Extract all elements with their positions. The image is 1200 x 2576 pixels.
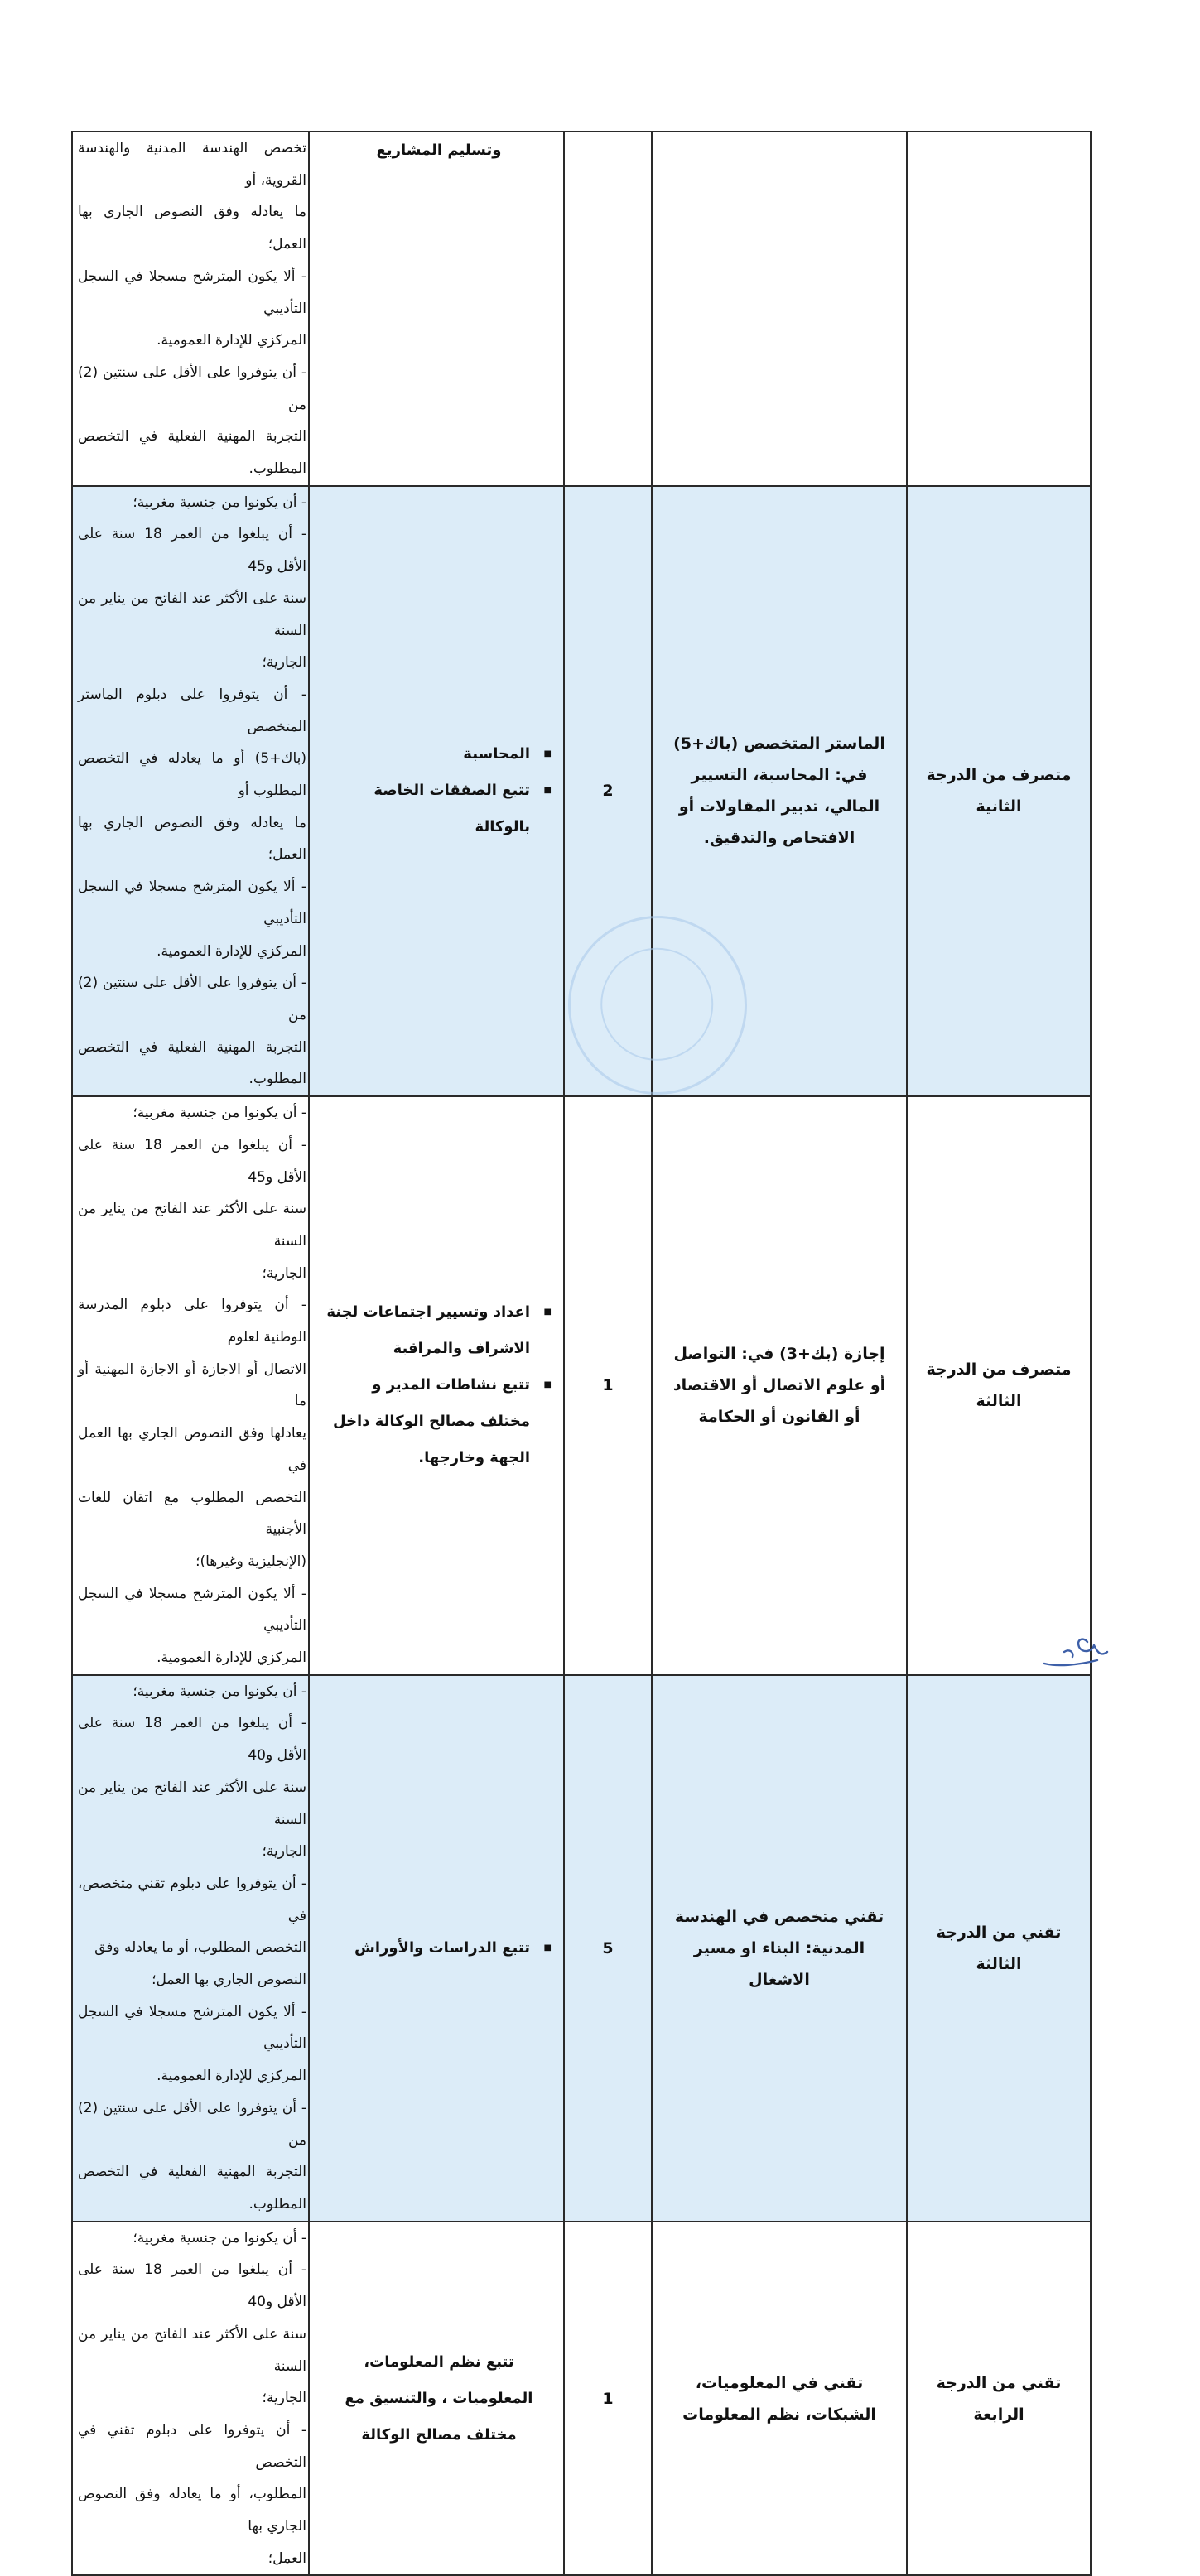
condition-line: التجربة المهنية الفعلية في التخصص المطلوب.	[78, 1038, 306, 1088]
count-cell: 1	[564, 2222, 652, 2576]
condition-line: تخصص الهندسة المدنية والهندسة القروية، أو	[78, 140, 306, 189]
table-row	[72, 1675, 1091, 2222]
tasks-list	[326, 1930, 552, 1967]
condition-line: - أن يكونوا من جنسية مغربية؛	[133, 1105, 306, 1122]
signature	[1039, 1627, 1114, 1677]
condition-line: - أن يتوفروا على دبلوم الماستر المتخصص	[78, 686, 306, 735]
recruitment-table	[71, 131, 1092, 2576]
condition-line: - أن يبلغوا من العمر 18 سنة على الأقل و45	[78, 526, 306, 575]
conditions-cell	[72, 486, 309, 1096]
condition-line: التخصص المطلوب مع اتقان للغات الأجنبية	[78, 1489, 306, 1538]
qualification-cell	[652, 132, 907, 486]
condition-line: - أن يتوفروا على الأقل على سنتين (2) من	[78, 364, 306, 413]
condition-line: سنة على الأكثر عند الفاتح من يناير من السنة	[78, 2325, 306, 2375]
conditions-cell	[72, 2222, 309, 2576]
condition-line: المطلوب، أو ما يعادله وفق النصوص الجاري بها	[78, 2486, 306, 2535]
condition-line: الجارية؛	[262, 654, 306, 672]
tasks-list	[326, 1294, 552, 1476]
count-cell: 2	[564, 486, 652, 1096]
count-cell	[564, 132, 652, 486]
condition-line: - أن يتوفروا على الأقل على سنتين (2) من	[78, 2099, 306, 2149]
qualification-cell: تقني في المعلوميات، الشبكات، نظم المعلومات	[652, 2222, 907, 2576]
qualification-cell: الماستر المتخصص (باك+5) في: المحاسبة، التسيير المالي، تدبير المقاولات أو الافتحاص والتدقيق.	[652, 486, 907, 1096]
rank-cell: متصرف من الدرجة الثانية	[907, 486, 1091, 1096]
rank-cell: تقني من الدرجة الثالثة	[907, 1675, 1091, 2222]
condition-line: - أن يكونوا من جنسية مغربية؛	[133, 1683, 306, 1700]
conditions-cell	[72, 1096, 309, 1675]
condition-line: الجارية؛	[262, 1264, 306, 1282]
condition-line: التجربة المهنية الفعلية في التخصص المطلوب.	[78, 428, 306, 478]
tasks-list	[326, 736, 552, 845]
condition-line: التجربة المهنية الفعلية في التخصص المطلوب.	[78, 2164, 306, 2212]
condition-line: - أن يتوفروا على دبلوم تقني في التخصص	[78, 2421, 306, 2471]
condition-line: المركزي للإدارة العمومية.	[157, 332, 306, 349]
rank-cell: متصرف من الدرجة الثالثة	[907, 1096, 1091, 1675]
condition-line: سنة على الأكثر عند الفاتح من يناير من السنة	[78, 1779, 306, 1828]
qualification-cell: تقني متخصص في الهندسة المدنية: البناء او مسير الاشغال	[652, 1675, 907, 2222]
condition-line: - أن يتوفروا على الأقل على سنتين (2) من	[78, 975, 306, 1023]
condition-line: الجارية؛	[262, 1843, 306, 1861]
condition-line: - أن يتوفروا على دبلوم المدرسة الوطنية لعلوم	[78, 1297, 306, 1346]
task-text: تتبع نظم المعلومات، المعلوميات ، والتنسيق مع مختلف مصالح الوكالة	[345, 2352, 533, 2444]
rank-cell	[907, 132, 1091, 486]
condition-line: - ألا يكون المترشح مسجلا في السجل التأديبي	[78, 267, 306, 317]
condition-line: سنة على الأكثر عند الفاتح من يناير من السنة	[78, 1201, 306, 1249]
rank-cell: تقني من الدرجة الرابعة	[907, 2222, 1091, 2576]
conditions-cell	[72, 132, 309, 486]
condition-line: - أن يكونوا من جنسية مغربية؛	[133, 494, 306, 511]
condition-line: ما يعادله وفق النصوص الجاري بها العمل؛	[78, 814, 306, 864]
qualification-cell: إجازة (بك+3) في: التواصل أو علوم الاتصال أو الاقتصاد أو القانون أو الحكامة	[652, 1096, 907, 1675]
condition-line: (الإنجليزية وغيرها)؛	[195, 1553, 306, 1570]
condition-line: (باك+5) أو ما يعادله في التخصص المطلوب أو	[78, 750, 306, 800]
condition-line: - ألا يكون المترشح مسجلا في السجل التأديبي	[78, 879, 306, 927]
tasks-cell	[309, 132, 564, 486]
condition-line: يعادلها وفق النصوص الجاري بها العمل في	[78, 1425, 306, 1474]
tasks-cell	[309, 1675, 564, 2222]
condition-line: الاتصال أو الاجازة أو الاجازة المهنية أو ما	[78, 1360, 306, 1410]
count-cell: 5	[564, 1675, 652, 2222]
table-row	[72, 1096, 1091, 1675]
condition-line: - أن يتوفروا على دبلوم تقني متخصص، في	[78, 1875, 306, 1924]
condition-line: - ألا يكون المترشح مسجلا في السجل التأديبي	[78, 1585, 306, 1635]
condition-line: المركزي للإدارة العمومية.	[157, 2068, 306, 2085]
table-row	[72, 2222, 1091, 2576]
condition-line: - أن يبلغوا من العمر 18 سنة على الأقل و45	[78, 1136, 306, 1186]
tasks-cell	[309, 486, 564, 1096]
condition-line: - أن يبلغوا من العمر 18 سنة على الأقل و40	[78, 1715, 306, 1765]
tasks-cell	[309, 2222, 564, 2576]
task-item: ■ المحاسبة	[326, 736, 530, 773]
conditions-cell	[72, 1675, 309, 2222]
condition-line: النصوص الجاري بها العمل؛	[152, 1972, 306, 1989]
tasks-cell	[309, 1096, 564, 1675]
task-item: ■ اعداد وتسيير اجتماعات لجنة الاشراف والمراقبة	[326, 1294, 530, 1367]
task-item: ■ تتبع الدراسات والأوراش	[326, 1930, 530, 1967]
task-item: ■ تتبع الصفقات الخاصة بالوكالة	[326, 773, 530, 845]
condition-line: المركزي للإدارة العمومية.	[157, 942, 306, 960]
condition-line: - ألا يكون المترشح مسجلا في السجل التأديبي	[78, 2003, 306, 2053]
condition-line: الجارية؛	[262, 2390, 306, 2407]
condition-line: التخصص المطلوب، أو ما يعادله وفق	[94, 1939, 306, 1957]
count-cell: 1	[564, 1096, 652, 1675]
condition-line: سنة على الأكثر عند الفاتح من يناير من السنة	[78, 590, 306, 639]
condition-line: - أن يكونوا من جنسية مغربية؛	[133, 2229, 306, 2246]
task-text: وتسليم المشاريع	[376, 142, 502, 159]
table-row	[72, 132, 1091, 486]
condition-line: - أن يبلغوا من العمر 18 سنة على الأقل و40	[78, 2261, 306, 2311]
condition-line: ما يعادله وفق النصوص الجاري بها العمل؛	[78, 204, 306, 253]
condition-line: المركزي للإدارة العمومية.	[157, 1649, 306, 1667]
condition-line: العمل؛	[267, 2550, 306, 2567]
task-item: ■ تتبع نشاطات المدير و مختلف مصالح الوكالة داخل الجهة وخارجها.	[326, 1367, 530, 1476]
